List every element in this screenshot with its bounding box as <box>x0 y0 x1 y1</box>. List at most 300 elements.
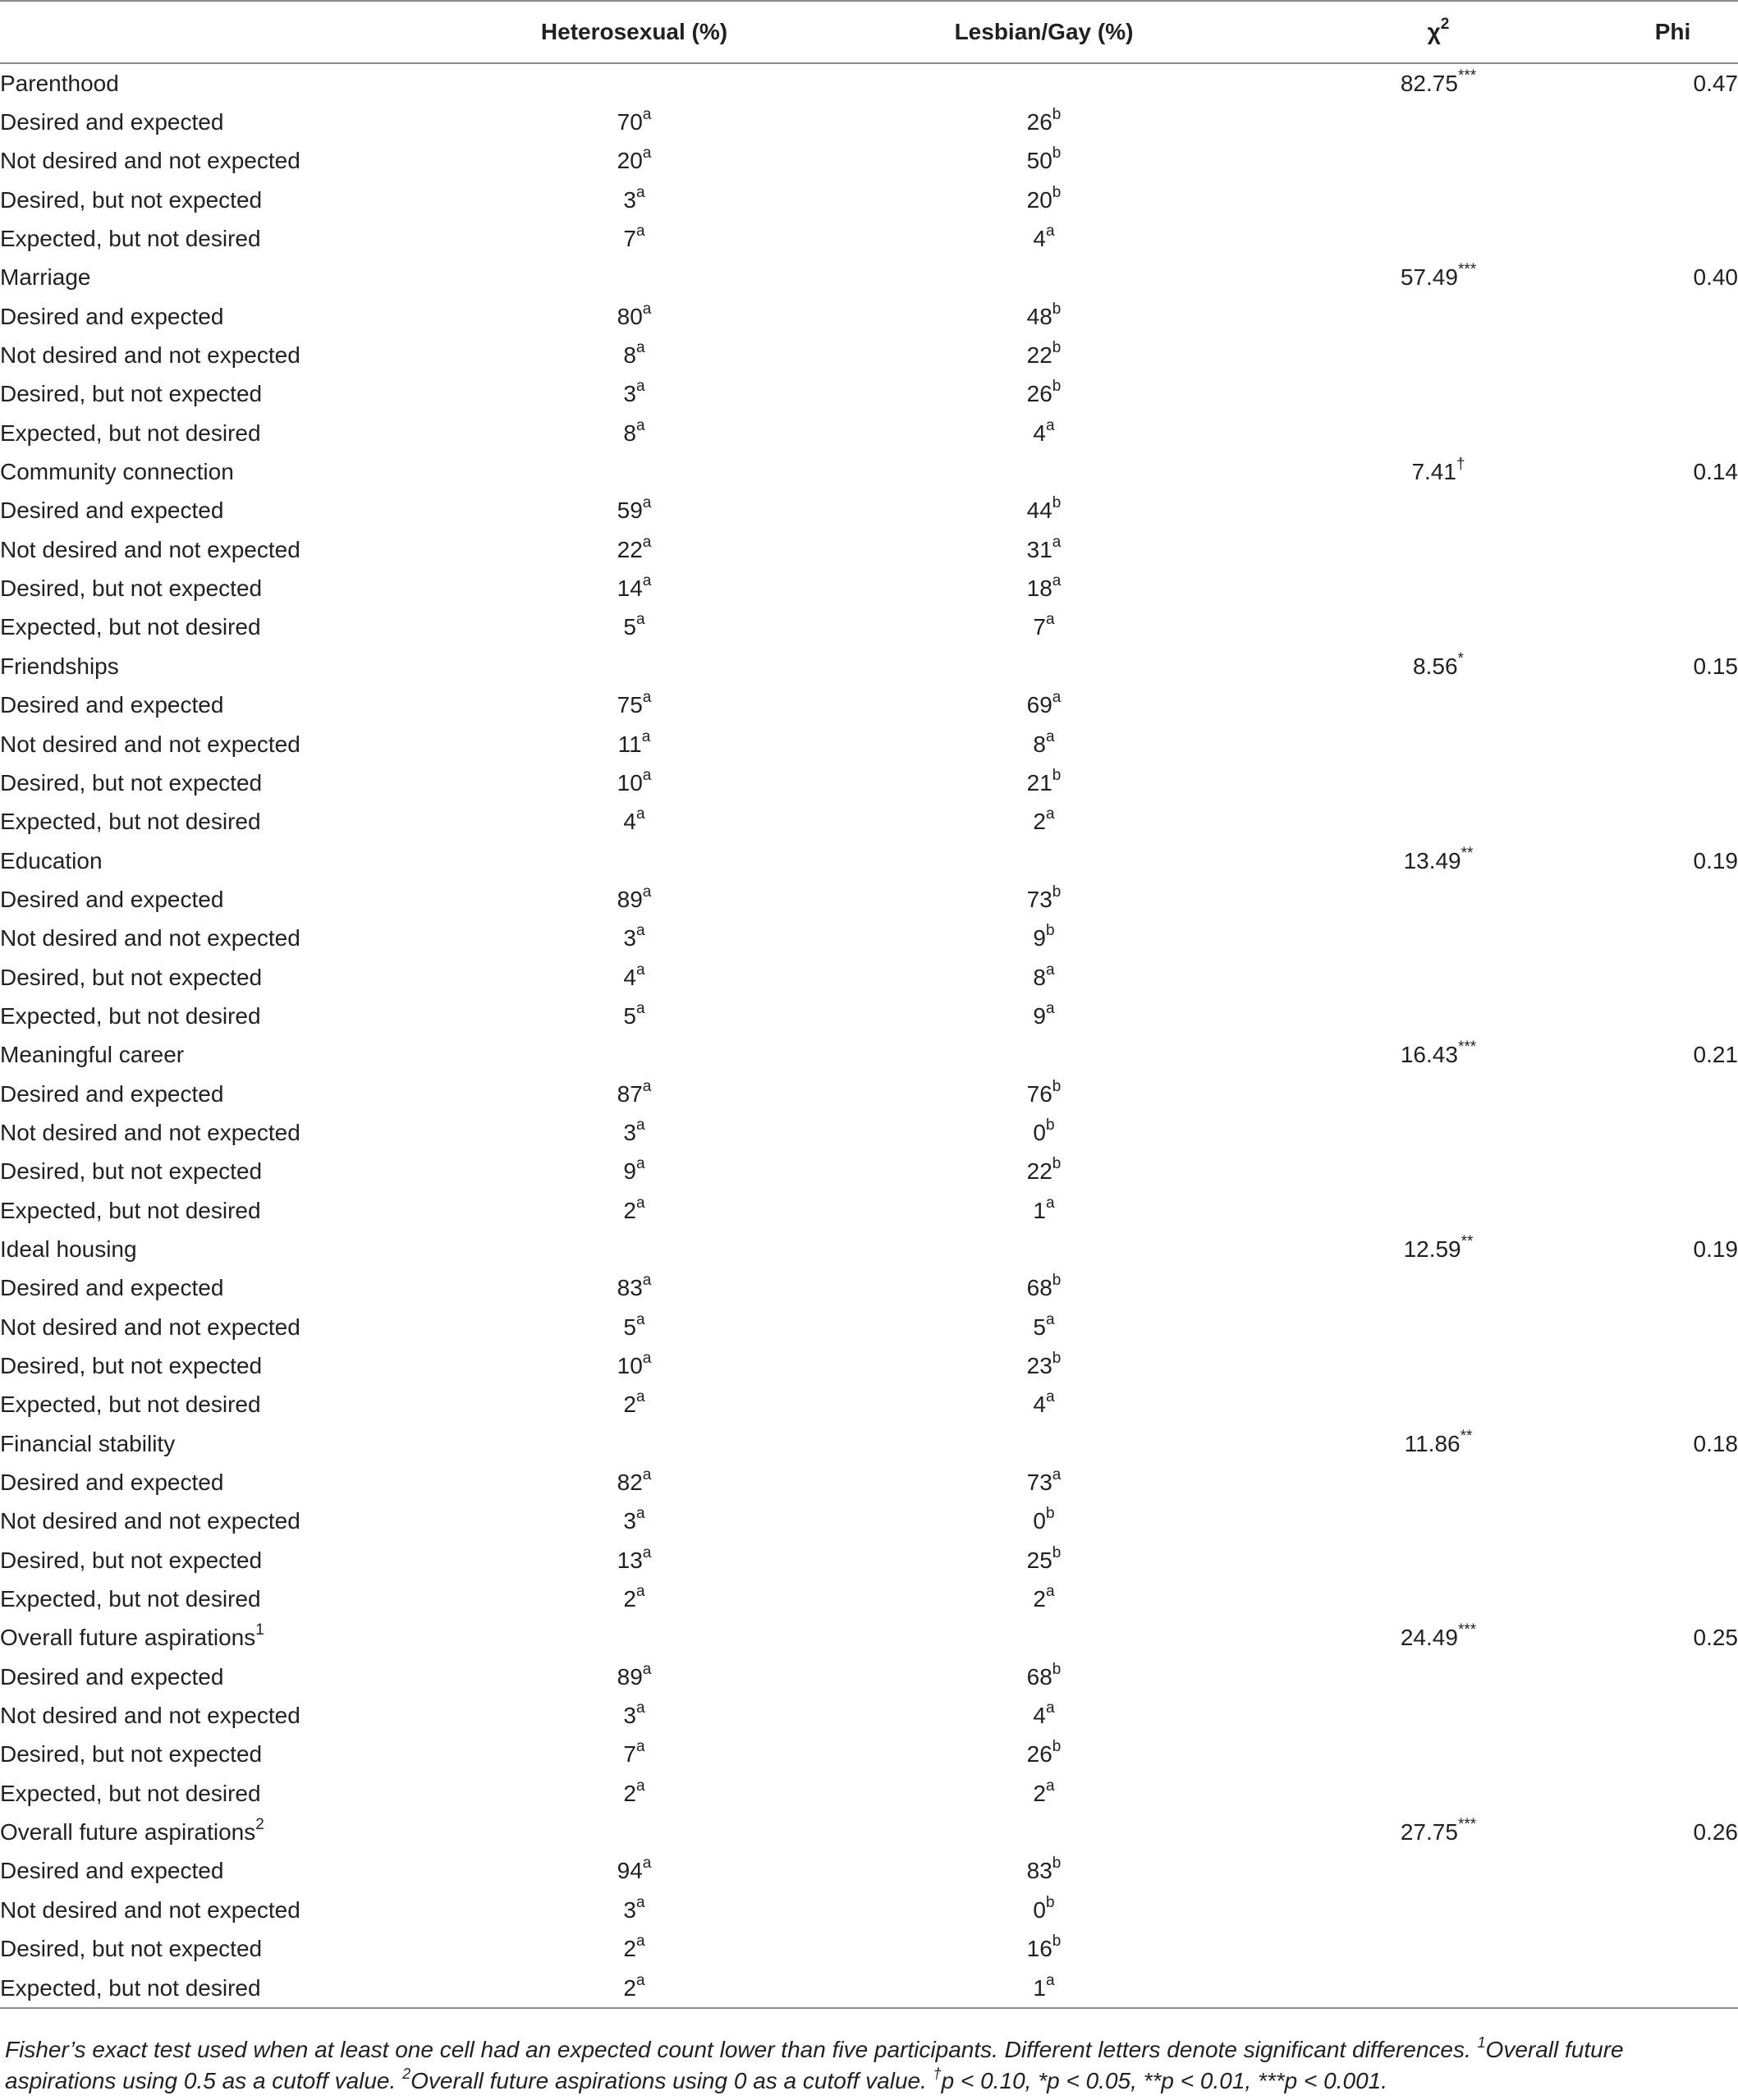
chi-square-cell <box>1269 725 1607 763</box>
lesbian-gay-letter: b <box>1052 1272 1062 1290</box>
heterosexual-cell <box>450 725 819 763</box>
lesbian-gay-value: 4 <box>1033 226 1046 252</box>
row-label-cell <box>0 219 450 258</box>
heterosexual-value: 3 <box>623 925 636 951</box>
footnote-sup-1: 1 <box>1477 2034 1486 2051</box>
section-label-cell <box>0 63 450 103</box>
section-label: Overall future aspirations <box>0 1625 256 1651</box>
footnote-text-4: p < 0.10, *p < 0.05, **p < 0.01, ***p < 0.001. <box>941 2068 1387 2093</box>
lesbian-gay-letter: b <box>1046 922 1055 940</box>
section-label-cell <box>0 1424 450 1463</box>
chi-square-cell <box>1269 1075 1607 1113</box>
lesbian-gay-letter: a <box>1046 1194 1055 1212</box>
table-row <box>0 1735 1738 1774</box>
row-label-cell <box>0 297 450 336</box>
heterosexual-letter: a <box>636 1893 645 1911</box>
heterosexual-cell <box>450 63 819 103</box>
table-row <box>0 1969 1738 2008</box>
lesbian-gay-letter: b <box>1046 1893 1055 1911</box>
table-row <box>0 686 1738 725</box>
significance-marker: * <box>1457 649 1464 667</box>
heterosexual-value: 10 <box>617 1353 643 1379</box>
heterosexual-cell <box>450 1230 819 1268</box>
row-label: Expected, but not desired <box>0 1002 261 1029</box>
table-row <box>0 1191 1738 1230</box>
lesbian-gay-letter: b <box>1052 378 1062 396</box>
heterosexual-letter: a <box>636 611 645 629</box>
chi-square-cell <box>1269 1463 1607 1502</box>
table-row <box>0 219 1738 258</box>
heterosexual-letter: a <box>642 300 652 318</box>
lesbian-gay-letter: a <box>1046 805 1055 823</box>
row-label: Expected, but not desired <box>0 1586 261 1612</box>
phi-value: 0.14 <box>1693 459 1738 485</box>
chi-square-cell <box>1269 1813 1607 1851</box>
row-label-cell <box>0 803 450 841</box>
lesbian-gay-value: 69 <box>1026 692 1052 718</box>
chi-square-cell <box>1269 1774 1607 1813</box>
heterosexual-cell <box>450 492 819 530</box>
section-row <box>0 452 1738 491</box>
row-label-cell <box>0 375 450 414</box>
significance-marker: *** <box>1457 66 1477 85</box>
lesbian-gay-letter: a <box>1046 727 1055 745</box>
heterosexual-letter: a <box>636 1777 645 1795</box>
phi-value: 0.26 <box>1693 1819 1738 1846</box>
phi-cell <box>1607 1658 1738 1696</box>
phi-value: 0.15 <box>1693 653 1738 679</box>
lesbian-gay-cell <box>819 219 1269 258</box>
heterosexual-cell <box>450 763 819 802</box>
phi-cell <box>1607 1346 1738 1385</box>
row-label: Desired, but not expected <box>0 1741 263 1768</box>
phi-cell <box>1607 1619 1738 1658</box>
header-row <box>0 1 1738 63</box>
table-row <box>0 1891 1738 1929</box>
heterosexual-cell <box>450 1619 819 1658</box>
section-label-cell <box>0 259 450 297</box>
heterosexual-letter: a <box>642 572 652 590</box>
table-row <box>0 1852 1738 1891</box>
heterosexual-letter: a <box>641 727 651 745</box>
lesbian-gay-letter: a <box>1046 1388 1055 1406</box>
phi-cell <box>1607 1230 1738 1268</box>
lesbian-gay-cell <box>819 1191 1269 1230</box>
phi-cell <box>1607 880 1738 919</box>
phi-cell <box>1607 297 1738 336</box>
lesbian-gay-cell <box>819 1386 1269 1424</box>
footnote-text-3: Overall future aspirations using 0 as a cutoff value. <box>410 2068 933 2093</box>
lesbian-gay-value: 20 <box>1026 186 1052 213</box>
lesbian-gay-letter: b <box>1052 144 1062 163</box>
phi-cell <box>1607 219 1738 258</box>
chi-square-value: 57.49 <box>1400 264 1458 291</box>
lesbian-gay-value: 26 <box>1026 109 1052 135</box>
phi-cell <box>1607 997 1738 1035</box>
lesbian-gay-value: 26 <box>1026 381 1052 407</box>
heterosexual-letter: a <box>636 1155 645 1173</box>
heterosexual-letter: a <box>642 494 652 512</box>
phi-cell <box>1607 181 1738 219</box>
chi-square-cell <box>1269 1346 1607 1385</box>
lesbian-gay-cell <box>819 1502 1269 1541</box>
footnote-sup-3: † <box>933 2066 942 2082</box>
header-phi: Phi <box>1607 1 1738 63</box>
row-label-cell <box>0 1191 450 1230</box>
table-row <box>0 1113 1738 1152</box>
section-label-superscript: 2 <box>255 1816 264 1834</box>
heterosexual-letter: a <box>636 805 645 823</box>
heterosexual-cell <box>450 1153 819 1191</box>
lesbian-gay-value: 83 <box>1026 1858 1052 1884</box>
heterosexual-cell <box>450 1386 819 1424</box>
chi-square-value: 16.43 <box>1400 1042 1458 1068</box>
lesbian-gay-value: 22 <box>1026 342 1052 369</box>
heterosexual-cell <box>450 259 819 297</box>
row-label: Desired and expected <box>0 1663 224 1690</box>
heterosexual-value: 3 <box>623 1119 636 1145</box>
row-label: Not desired and not expected <box>0 1119 300 1145</box>
row-label-cell <box>0 1735 450 1774</box>
lesbian-gay-letter: a <box>1046 999 1055 1017</box>
lesbian-gay-value: 48 <box>1026 303 1052 329</box>
row-label: Desired, but not expected <box>0 186 263 213</box>
row-label: Desired and expected <box>0 1275 224 1301</box>
table-row <box>0 1930 1738 1969</box>
section-row <box>0 63 1738 103</box>
table-row <box>0 530 1738 569</box>
lesbian-gay-value: 25 <box>1026 1547 1052 1573</box>
chi-square-value: 27.75 <box>1400 1819 1458 1846</box>
heterosexual-letter: a <box>642 1660 652 1678</box>
row-label-cell <box>0 1852 450 1891</box>
section-label: Parenthood <box>0 70 119 96</box>
row-label-cell <box>0 181 450 219</box>
row-label: Desired, but not expected <box>0 1936 263 1962</box>
heterosexual-value: 3 <box>623 381 636 407</box>
lesbian-gay-cell <box>819 103 1269 141</box>
heterosexual-letter: a <box>636 999 645 1017</box>
phi-cell <box>1607 1269 1738 1308</box>
lesbian-gay-cell <box>819 1619 1269 1658</box>
chi-square-cell <box>1269 1930 1607 1969</box>
footnote-text-2: Overall future aspirations using 0.5 as a cutoff value. <box>5 2037 1624 2093</box>
row-label-cell <box>0 1113 450 1152</box>
phi-cell <box>1607 1424 1738 1463</box>
chi-symbol: χ <box>1427 19 1441 44</box>
phi-cell <box>1607 375 1738 414</box>
table-row <box>0 414 1738 452</box>
heterosexual-letter: a <box>642 1466 652 1484</box>
heterosexual-letter: a <box>636 1971 645 1989</box>
chi-square-cell <box>1269 1191 1607 1230</box>
chi-square-cell <box>1269 1969 1607 2008</box>
lesbian-gay-value: 4 <box>1033 420 1046 446</box>
row-label: Desired, but not expected <box>0 1547 263 1573</box>
chi-square-cell <box>1269 1269 1607 1308</box>
heterosexual-value: 7 <box>623 226 636 252</box>
heterosexual-value: 94 <box>617 1858 643 1884</box>
lesbian-gay-cell <box>819 414 1269 452</box>
lesbian-gay-cell <box>819 1930 1269 1969</box>
row-label: Not desired and not expected <box>0 1314 300 1340</box>
lesbian-gay-value: 44 <box>1026 497 1052 524</box>
heterosexual-letter: a <box>642 533 652 551</box>
heterosexual-value: 13 <box>617 1547 643 1573</box>
phi-cell <box>1607 1113 1738 1152</box>
table-row <box>0 1774 1738 1813</box>
lesbian-gay-value: 0 <box>1033 1896 1046 1923</box>
table-row <box>0 1502 1738 1541</box>
lesbian-gay-letter: a <box>1046 1583 1055 1601</box>
heterosexual-letter: a <box>642 1855 652 1873</box>
table-footnote <box>5 2034 1733 2097</box>
heterosexual-cell <box>450 1308 819 1346</box>
table-row <box>0 880 1738 919</box>
lesbian-gay-cell <box>819 1852 1269 1891</box>
phi-cell <box>1607 1036 1738 1075</box>
lesbian-gay-cell <box>819 452 1269 491</box>
footnote-text-1: Fisher’s exact test used when at least one cell had an expected count lower than five participants. Different letters denote significant differences. <box>5 2037 1478 2062</box>
row-label: Desired, but not expected <box>0 964 263 990</box>
phi-cell <box>1607 919 1738 958</box>
lesbian-gay-value: 21 <box>1026 769 1052 796</box>
chi-square-value: 13.49 <box>1403 847 1461 873</box>
chi-square-cell <box>1269 1036 1607 1075</box>
heterosexual-value: 3 <box>623 1508 636 1534</box>
phi-cell <box>1607 1930 1738 1969</box>
heterosexual-value: 87 <box>617 1080 643 1107</box>
lesbian-gay-letter: a <box>1046 416 1055 434</box>
lesbian-gay-value: 23 <box>1026 1353 1052 1379</box>
row-label-cell <box>0 1658 450 1696</box>
row-label: Not desired and not expected <box>0 1703 300 1729</box>
lesbian-gay-value: 4 <box>1033 1392 1046 1418</box>
heterosexual-value: 7 <box>623 1741 636 1768</box>
lesbian-gay-value: 22 <box>1026 1158 1052 1185</box>
chi-square-cell <box>1269 103 1607 141</box>
lesbian-gay-value: 73 <box>1026 886 1052 912</box>
chi-square-cell <box>1269 841 1607 880</box>
chi-square-cell <box>1269 1541 1607 1580</box>
lesbian-gay-cell <box>819 958 1269 997</box>
table-body <box>0 63 1738 2008</box>
lesbian-gay-letter: b <box>1052 1660 1062 1678</box>
lesbian-gay-cell <box>819 725 1269 763</box>
lesbian-gay-value: 2 <box>1033 1586 1046 1612</box>
section-label-cell <box>0 647 450 685</box>
lesbian-gay-value: 18 <box>1026 575 1052 602</box>
lesbian-gay-cell <box>819 608 1269 647</box>
significance-marker: ** <box>1461 844 1474 862</box>
lesbian-gay-cell <box>819 841 1269 880</box>
row-label-cell <box>0 763 450 802</box>
lesbian-gay-cell <box>819 1075 1269 1113</box>
lesbian-gay-cell <box>819 530 1269 569</box>
section-label: Financial stability <box>0 1430 176 1456</box>
heterosexual-cell <box>450 1813 819 1851</box>
chi-square-cell <box>1269 880 1607 919</box>
row-label: Expected, but not desired <box>0 226 261 252</box>
phi-cell <box>1607 725 1738 763</box>
lesbian-gay-cell <box>819 1774 1269 1813</box>
table-row <box>0 1075 1738 1113</box>
phi-cell <box>1607 1153 1738 1191</box>
lesbian-gay-cell <box>819 375 1269 414</box>
heterosexual-letter: a <box>642 1272 652 1290</box>
row-label: Expected, but not desired <box>0 1780 261 1806</box>
heterosexual-letter: a <box>642 1077 652 1095</box>
row-label-cell <box>0 1891 450 1929</box>
lesbian-gay-letter: b <box>1052 494 1062 512</box>
section-label: Friendships <box>0 653 119 679</box>
phi-value: 0.19 <box>1693 847 1738 873</box>
heterosexual-value: 9 <box>623 1158 636 1185</box>
heterosexual-cell <box>450 919 819 958</box>
row-label: Desired, but not expected <box>0 1158 263 1185</box>
lesbian-gay-cell <box>819 1036 1269 1075</box>
heterosexual-cell <box>450 103 819 141</box>
row-label: Expected, but not desired <box>0 1197 261 1223</box>
phi-cell <box>1607 841 1738 880</box>
heterosexual-letter: a <box>636 183 645 201</box>
chi-square-cell <box>1269 1735 1607 1774</box>
heterosexual-value: 89 <box>617 886 643 912</box>
heterosexual-cell <box>450 1930 819 1969</box>
row-label: Desired and expected <box>0 1858 224 1884</box>
phi-value: 0.47 <box>1693 70 1738 96</box>
lesbian-gay-letter: a <box>1052 1466 1062 1484</box>
heterosexual-letter: a <box>642 1543 652 1561</box>
table-row <box>0 492 1738 530</box>
row-label: Expected, but not desired <box>0 1974 261 2001</box>
section-label: Education <box>0 847 103 873</box>
lesbian-gay-letter: b <box>1052 1933 1062 1951</box>
row-label: Not desired and not expected <box>0 1896 300 1923</box>
row-label: Desired and expected <box>0 1080 224 1107</box>
table-row <box>0 1386 1738 1424</box>
chi-square-cell <box>1269 1386 1607 1424</box>
chi-square-cell <box>1269 608 1607 647</box>
heterosexual-cell <box>450 1969 819 2008</box>
row-label-cell <box>0 1308 450 1346</box>
row-label-cell <box>0 1930 450 1969</box>
significance-marker: *** <box>1457 1039 1477 1057</box>
chi-square-value: 11.86 <box>1404 1430 1461 1456</box>
lesbian-gay-value: 9 <box>1033 925 1046 951</box>
heterosexual-cell <box>450 647 819 685</box>
phi-cell <box>1607 259 1738 297</box>
chi-square-cell <box>1269 1113 1607 1152</box>
row-label-cell <box>0 1502 450 1541</box>
phi-cell <box>1607 1969 1738 2008</box>
phi-cell <box>1607 103 1738 141</box>
chi-square-value: 8.56 <box>1413 653 1458 679</box>
row-label-cell <box>0 569 450 608</box>
section-row <box>0 1424 1738 1463</box>
row-label-cell <box>0 919 450 958</box>
chi-square-cell <box>1269 1619 1607 1658</box>
heterosexual-value: 89 <box>617 1663 643 1690</box>
section-row <box>0 647 1738 685</box>
row-label: Expected, but not desired <box>0 614 261 640</box>
row-label-cell <box>0 492 450 530</box>
table-row <box>0 1346 1738 1385</box>
lesbian-gay-letter: b <box>1052 766 1062 784</box>
phi-cell <box>1607 142 1738 181</box>
lesbian-gay-cell <box>819 1580 1269 1618</box>
lesbian-gay-letter: a <box>1046 1777 1055 1795</box>
heterosexual-value: 82 <box>617 1470 643 1496</box>
table-row <box>0 919 1738 958</box>
phi-cell <box>1607 1580 1738 1618</box>
lesbian-gay-letter: a <box>1046 222 1055 241</box>
heterosexual-cell <box>450 1696 819 1735</box>
heterosexual-value: 14 <box>617 575 643 602</box>
heterosexual-letter: a <box>642 766 652 784</box>
table-row <box>0 569 1738 608</box>
phi-cell <box>1607 414 1738 452</box>
row-label-cell <box>0 725 450 763</box>
lesbian-gay-letter: b <box>1046 1505 1055 1523</box>
lesbian-gay-letter: b <box>1052 1855 1062 1873</box>
table-row <box>0 763 1738 802</box>
lesbian-gay-value: 31 <box>1026 536 1052 562</box>
heterosexual-cell <box>450 1036 819 1075</box>
significance-marker: † <box>1456 456 1465 474</box>
table-row <box>0 375 1738 414</box>
section-row <box>0 1619 1738 1658</box>
heterosexual-value: 83 <box>617 1275 643 1301</box>
row-label: Desired and expected <box>0 109 224 135</box>
heterosexual-value: 2 <box>623 1936 636 1962</box>
row-label: Desired and expected <box>0 497 224 524</box>
heterosexual-letter: a <box>636 961 645 979</box>
lesbian-gay-cell <box>819 1269 1269 1308</box>
table-row <box>0 803 1738 841</box>
phi-cell <box>1607 1735 1738 1774</box>
table-row <box>0 103 1738 141</box>
heterosexual-value: 8 <box>623 342 636 369</box>
phi-cell <box>1607 1386 1738 1424</box>
table-row <box>0 1269 1738 1308</box>
heterosexual-cell <box>450 1346 819 1385</box>
heterosexual-value: 5 <box>623 1314 636 1340</box>
row-label: Expected, but not desired <box>0 809 261 835</box>
phi-cell <box>1607 1308 1738 1346</box>
chi-square-cell <box>1269 1580 1607 1618</box>
phi-value: 0.18 <box>1693 1430 1738 1456</box>
lesbian-gay-value: 73 <box>1026 1470 1052 1496</box>
phi-cell <box>1607 492 1738 530</box>
lesbian-gay-value: 0 <box>1033 1119 1046 1145</box>
heterosexual-value: 4 <box>623 964 636 990</box>
heterosexual-cell <box>450 1269 819 1308</box>
row-label: Not desired and not expected <box>0 148 300 174</box>
lesbian-gay-value: 4 <box>1033 1703 1046 1729</box>
heterosexual-cell <box>450 841 819 880</box>
chi-square-cell <box>1269 1696 1607 1735</box>
row-label-cell <box>0 1580 450 1618</box>
row-label-cell <box>0 997 450 1035</box>
significance-marker: *** <box>1457 261 1477 279</box>
table-row <box>0 1580 1738 1618</box>
lesbian-gay-cell <box>819 1346 1269 1385</box>
row-label: Desired, but not expected <box>0 381 263 407</box>
row-label: Expected, but not desired <box>0 420 261 446</box>
lesbian-gay-cell <box>819 686 1269 725</box>
heterosexual-cell <box>450 297 819 336</box>
